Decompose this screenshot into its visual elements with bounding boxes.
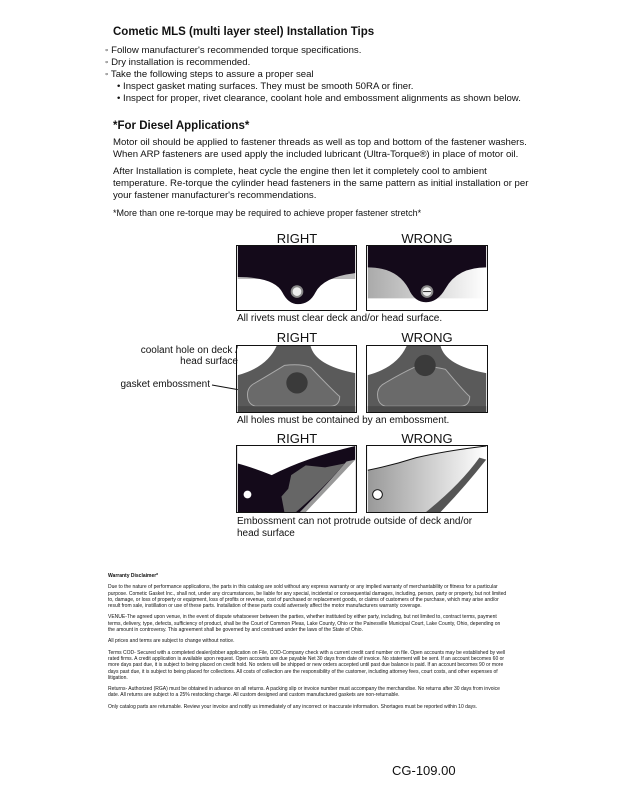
prices-paragraph: All prices and terms are subject to change without notice. [108,638,235,645]
wrong-label: WRONG [401,431,453,446]
embossment-wrong-diagram [366,445,488,513]
catalog-parts-paragraph: Only catalog parts are returnable. Review your invoice and notify us immediately of any incorrect or inaccurate information. Shortages must be reported within 10 days. [108,703,478,710]
sub-tip-item: • Inspect for proper, rivet clearance, coolant hole and embossment alignments as shown below. [117,93,521,104]
page-code: CG-109.00 [392,763,456,778]
embossment-label: gasket embossment [120,379,210,390]
warranty-paragraph: Due to the nature of performance applications, the parts in this catalog are sold without any express warranty or any implied warranty of merchantability or fitness for a particular purpose. Cometic Gasket Inc., shall not, under any circumstances, be liable for any special, incidental or consequential damages, including, person, party or property, but not limited to, damage, or loss of property or equipment, loss of profits or revenue, cost of purchased or replacement goods, or claims of customers of the purchase, which may arise and/or result from sale, instillation or use of these parts. Installation of these parts could adversely affect the motor manufacturers warranty coverage. [108,584,507,610]
wrong-label: WRONG [401,330,453,345]
diesel-note: *More than one re-torque may be required to achieve proper fastener stretch* [113,208,422,218]
tips-list [105,45,521,105]
warranty-disclaimer [108,573,508,715]
diagram-caption: All rivets must clear deck and/or head surface. [237,313,443,324]
diesel-paragraph: After Installation is complete, heat cycle the engine then let it completely cool to ambient temperature. Re-torque the cylinder head fasteners in the same pattern as initial installation or per your fastener manufacturer's recommendations. [113,166,529,201]
rivet-wrong-diagram [366,245,488,311]
page-title: Cometic MLS (multi layer steel) Installation Tips [113,26,375,38]
tip-item: ◦ Dry installation is recommended. [105,57,251,68]
right-label: RIGHT [276,231,318,246]
coolant-right-diagram [236,345,357,413]
returns-paragraph: Returns- Authorized (RGA) must be obtained in advance on all returns. A packing slip or invoice number must accompany the merchandise. No returns after 30 days from invoice date. All returns are subject to a 25% restocking charge. All custom designed and custom manufactured gaskets are non-returnable. [108,686,500,699]
terms-paragraph: Terms COD- Secured with a completed dealer/jobber application on File, COD-Company check with a current credit card number on file. Open accounts may be established by well rated firms. A credit application is available upon request. Open accounts are due payable Net 30 days from date of invoice. No statement will be sent. If an account becomes 60 or more days past due, it is subject to being placed on credit hold. No orders will be shipped or new orders accepted until past due balance is paid. If an account becomes 90 or more days past due, it is subject to being placed for collections. All costs of collection are the responsibility of the customer, including attorney fees, court costs, and other expenses of litigation. [108,649,506,681]
sub-tip-item: • Inspect gasket mating surfaces. They must be smooth 50RA or finer. [117,81,414,92]
diagram-caption: Embossment can not protrude outside of deck and/or head surface [237,516,473,539]
coolant-wrong-diagram [366,345,488,413]
diesel-heading: *For Diesel Applications* [113,120,250,132]
coolant-hole-label: coolant hole on deck / head surface [140,345,238,367]
venue-paragraph: VENUE-The agreed upon venue, in the event of dispute whatsoever between the parties, whether instituted by either party, including, but not limited to, contract terms, payment terms, delivery, type, defects, sufficiency of product, shall be the Court of Common Pleas, Lake County, Ohio or the Painesville Municipal Court, Lake County, Ohio, depending on the amount in controversy. This agreement shall be governed by and construed under the laws of the State of Ohio. [108,614,501,634]
diesel-paragraph: Motor oil should be applied to fastener threads as well as top and bottom of the fastener washers. When ARP fasteners are used apply the included lubricant (Ultra-Torque®) in place of motor oil. [113,137,527,160]
rivet-right-diagram [236,245,357,311]
tip-item: ◦ Follow manufacturer's recommended torque specifications. [105,45,362,56]
warranty-title: Warranty Disclaimer* [108,573,159,579]
wrong-label: WRONG [401,231,453,246]
right-label: RIGHT [276,431,318,446]
embossment-right-diagram [236,445,357,513]
tip-item: ◦ Take the following steps to assure a proper seal [105,69,314,80]
right-label: RIGHT [276,330,318,345]
diagram-caption: All holes must be contained by an embossment. [237,415,450,426]
